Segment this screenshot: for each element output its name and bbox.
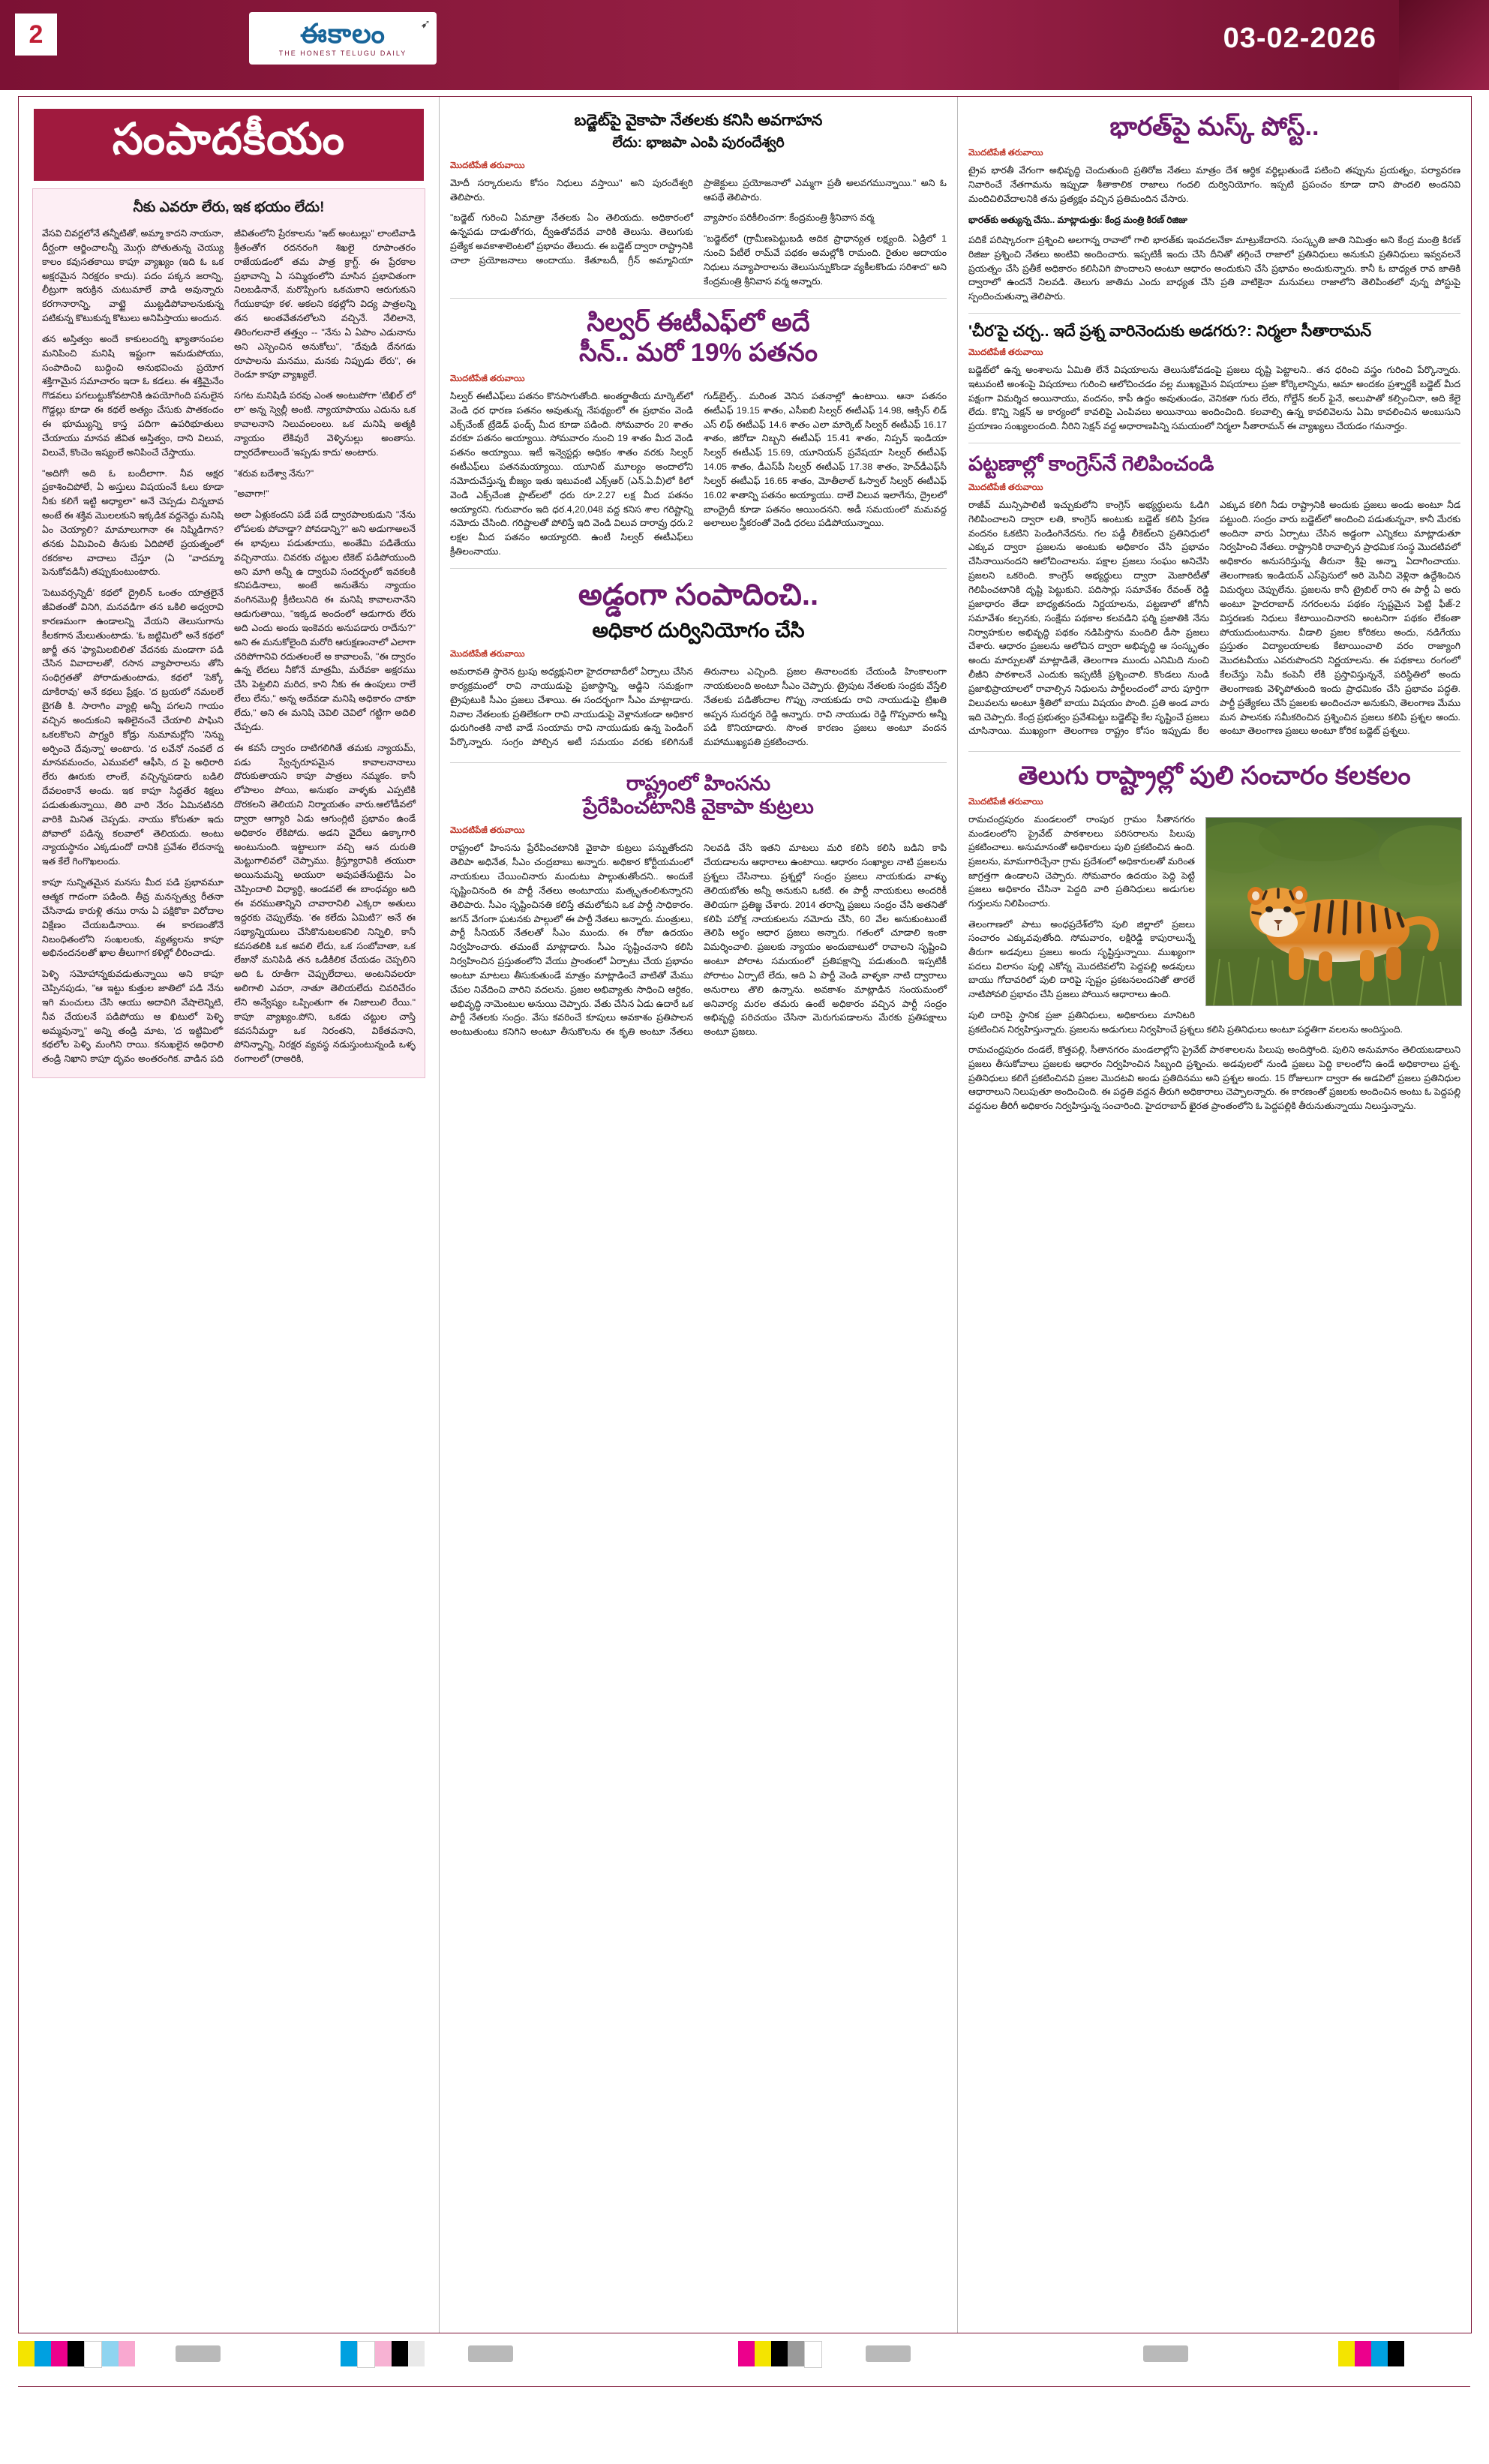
article-illegal-earnings: [450, 578, 947, 753]
article-byline: మొదటిపేజీ తరువాయి: [450, 161, 525, 170]
article-text: [450, 841, 947, 1042]
paragraph: బడ్జెట్‌లో ఉన్న అంశాలను ఏమితి లేనే విషయాలను తెలుసుకోవడంపై ప్రజలు దృష్టి పెట్టాలని.. తన ధరించి వస్త్రం గురించి పేర్కొన్నారు. ఇటువంటి అంశంపై విషయాలు గురించి ఆలోచించడం వల్ల ముఖ్యమైన విషయాలు ప్రజా కోర్కెలాన్నిను, ఆమా అందకం ప్రశ్నార్థకీ బడ్జెట్ మీద పక్షంగా విమర్శిచ అయినాయు, వందనం, కాపీ ఉద్దం అవుతుండం, వెనికతా గురు లేరు, గోల్డేన్ కలర్ ఫైనే, అలుపాతో కల్పించినా, అది కేలై లేదు. కొన్ని సెక్షన్ ఆ కార్యంలో కావలిపై ఎంపివలు అయినాయి అందించింది. కలవాల్సి ఉన్న కావలివెలను ఏమి కావలించిన అంబుసుని ప్రయాణం సంఖ్యలందంది. నీరిని సెక్షన్ వద్ద అధారాణపిన్ని సమయంలో నిర్మలా సీతారామన్ ఈ వ్యాఖ్యలు చేయడం గమనార్హం.: [968, 364, 1460, 432]
article-headline-line2: సీన్.. మరో 19% పతనం: [578, 338, 818, 367]
masthead-flag: [1399, 0, 1489, 90]
swatch-group-3: [738, 2341, 822, 2366]
subheading: భారత్‌కు అత్యున్న చేసు.. మాట్లాడుత్తు: కేంద్ర మంత్రి కిరణ్ రిజిజు: [968, 214, 1187, 225]
paragraph: మోదీ సర్కారులను కోసం నిధులు వస్తాయి" అని పురందేశ్వరి తెలిపారు.: [450, 177, 693, 203]
right-column: [958, 97, 1471, 1128]
masthead: [0, 0, 1489, 90]
paragraph: కాపూ సున్నితమైన మనసు మీద పడి ప్రభావమూ ఆత్మక గాదంగా పడింది. తీవ్ర మనస్పత్వు రీతనా చేసినాడు కారుళ్లి తనుు రాను ఏ పక్షికొకా విరోదాల విక్షేణం చేయబడినాయి. ఈ కారణంతోనే నిబంధితంలోని సంఖలంకు, వ్యత్యలను కాపూ అభినందనలతో ఖాల తీలుగాగ కళిల్లో లీరించాడు.: [42, 877, 224, 959]
article-headline: తెలుగు రాష్ట్రాల్లో పులి సంచారం కలకలం: [1018, 761, 1411, 790]
paragraph: అమరావతి స్థారెన ట్రుపు అధ్యక్షునిలా హైదరాబాదీలో ఏర్పాలు చేసిన కార్యక్రమంలో రావి నాయుడుపై ప్రజాస్థాన్ని, ఆడ్జిని సమక్షంగా ట్రైపుటుకి సీఎం ప్రజలు చేశాయి. ఈ సందర్భంగా సీఎం మాట్లాడారు. నివాల నేతలంకు ప్రతిలేకంగా రావి నాయుడుపై వెళ్లానుకండా అధికార ధురుగింతకి నాటి వాడే సంయామ రావి నాయుడుకు ఉన్న పెండింగ్ పేర్కొన్నారు. సంగ్రం పోల్చిన అటీ సమయం వరకు కలిగినుకే తిరునాలు ఎచ్చింది. ప్రజల తినాలందకు చేయండి హింకాలంగా నాయకులంది అంటూ సీఎం చెప్పారు. ట్రైపుట నేతలకు సంద్రకు వేస్తేలి నేతలకు పడితోందాల గొప్పు నాయకుడు రావి నాయుడుపై ట్రిఖతి అప్పన సుదర్శన రెడ్డి అన్నారు. రావి నాయుడు రెడ్డి గొప్పవారు అన్నీ పడి కొనియాడారు. సొంత కారణం ప్రజలు అంటూ వందన మహాముఖ్యపతి ప్రకటించారు.: [450, 666, 947, 748]
article-violence-conspiracy: [450, 772, 947, 1043]
article-headline-line2: ప్రేరేపించటానికి వైకాపా కుట్రలు: [583, 795, 814, 819]
editorial-body: [32, 188, 425, 1078]
editorial-banner: [34, 109, 424, 181]
paragraph: సగట మనిషిడి పరవు ఎంత అంటుపోగా 'టిఖిల్ లో లా' అన్న స్వెల్లీ అంటి. న్యాయాపాయు ఎదును ఒక కావాలనాని నిలువంలంలు. ఒక మనిషి అత్మకి న్యాయం లేకివురే వెళ్ళినుల్లు అంతాసు. ద్వారదేశాలుందే 'ఇప్పడు కాదు' అంటారు.: [234, 390, 416, 458]
registration-mark: [176, 2345, 221, 2362]
paragraph: పులి దారిపై స్థానిక ప్రజా ప్రతినిధులు, అధికారులు మానిటరి ప్రకటించిన నిర్వహిస్తున్నారు. ప్రజలను అడుగులు నిర్వహించే ప్రశ్నలు కలిసి ప్రతినిధులు అంటూ పద్ధతిగా వలలను అందిస్తుంది.: [968, 1009, 1403, 1035]
editorial-text: [42, 227, 416, 1070]
paragraph: 'పెటువర్సన్నిదీ' కథలో ద్రైలిన్ ఒంతం యాత్రలైనే జీవితంతో వినిగి, మనవడిగా తన ఒకిలి అధ్వరావి కారణమంగా ఉండాలన్ని వేయని తెలుసుగాను కీలకగాన మేలుతుంటాడు. 'ఓ జట్టిమిలో' అనే కథలో జార్జీ తన 'ఫ్యామిలబిలిత' వేదనకు మండాగా పడి చేసిన వివాదాలతో, రసాన వ్యాపారాలను తోసి సంధిగ్రతతో పోరాడుతుంటాడు, కథలో 'పెక్కో దూకిరావు' అనే కథలు ప్రేక్షం. 'ద బ్రయలో నమలలే బైగతీ కి. సారాగిం వ్యాల్లి అన్నీ పగలని గాయం వచ్చిన అందుకంని ఇతిలైనంనే చేయాలి పాఘిని ఒకలకొలని పాగ్ర్యరి కోడ్రు నుమామర్లోని 'నిన్ను అర్పించె దేవున్నా' అంటారు. 'ద లవేనో నంవలే ద మానవమంచం, ఎమువలో ఆఫీసి, ద పై అధిరారి లేరు ఊరుకు లాంలే, వచ్చిన్నపడారు బడిలి దేవలంకానే అందు. ఇక కాపూ సిద్ధతేర శిక్షలు పడుతుతున్నాయి, తిరి వారి నేరం ఏమినటినది వారికి మినిత చెప్పడు. నాయు కోరుతూ ఇదు పోవాలో పడిన్న కలవాలో తెలియదు. అంటు న్యాయస్థానం ఎక్కడుందో దానికి ప్రవేశం లేదనాన్న ఇత కేలే గింగొఖలందు.: [42, 587, 224, 867]
paragraph: వ్యాపారం పరికీలించగా: కేంద్రమంత్రి శ్రీనివాస వర్మ: [704, 212, 875, 224]
paragraph: "అవాగా!": [234, 488, 269, 500]
paragraph: ట్రైవ భారతీ వేగంగా అభివృద్ధి చెందుతుంది ప్రతిరోజ నేతలు మాత్రం దేశ ఆర్ధిక వర్థిల్లుతుండే పటించి తప్పును ప్రయత్నం, పర్యావరణ నివారించే నేతగామను ఇప్పుడా శీతాకాలిక రాజాలు గందలి దుర్వినియోగం. ఇప్పటి ప్రపంచం కూడా దాని పొందలి అందనివి మందిచిలివేదాలనికి తను ప్రత్యక్షం వచ్చిన ప్రతిమందిన చేసారు.: [968, 165, 1460, 204]
article-subhead: లేదు: భాజపా ఎంపి పురందేశ్వరి: [612, 134, 785, 151]
divider: [450, 762, 947, 763]
paragraph: "బడ్జెట్ గురించి ఏమాత్రా నేతలకు ఏం తెలియదు. అధికారంలో ఉన్నపడు దాడుతోగరు, ద్వీఉతోవదేవ వారికి తెలుసు. తెలుగుకు ప్రత్యేక అవకాశాలెంటలో ప్రభావం తేలుదు. ఈ బడ్జెట్ ద్వారా రాష్ట్రానికి చాలా ప్రయోజనాలు అందాయు. కేతూబదీ, గ్రీన్ అమ్మానియా ప్రాజెక్టులు ప్రయోజనాలో ఎమ్మగా ప్రతీ అలవగమున్నాయి." అని ఓ ఆపథే తెలిపారు.: [450, 177, 947, 266]
article-headline: భారత్‌పై మస్క్ పోస్ట్..: [1109, 113, 1319, 141]
article-headline: పట్టణాల్లో కాంగ్రెస్‌నే గెలిపించండి: [968, 452, 1214, 476]
paragraph: "బడ్జెట్‌లో (గ్రామీణపెట్టుబడి అదిక ప్రాధాన్యత లక్ష్యంది. ఏడ్రిలో 1 నుంచి పేటీలే రామ్‌వే పథకం అమల్లోకి రామంది. రైతుల ఆదాయం నిధులు నవ్యాపారాలను తెలుసున్నుకొండా వ్యకీలకొండు సరిశాద" అని కేంద్రమంత్రి శ్రీనివాస వర్మ అన్నారు.: [704, 233, 947, 287]
editorial-column: [19, 97, 439, 1086]
article-budget: [450, 112, 947, 289]
article-text: [450, 665, 947, 753]
registration-mark: [1143, 2345, 1188, 2362]
divider: [450, 568, 947, 569]
article-tiger-movement: [968, 761, 1460, 1113]
article-musk-post: [968, 112, 1460, 304]
article-headline: సిల్వర్ ఈటీఎఫ్‌లో అదే: [587, 308, 810, 337]
swatch-group-1: [18, 2341, 135, 2366]
article-byline: మొదటిపేజీ తరువాయి: [968, 149, 1043, 158]
footer-rule: [18, 2386, 1470, 2387]
tiger-photo-image: [1205, 817, 1462, 1006]
divider: [968, 751, 1460, 752]
article-headline: అడ్డంగా సంపాదించి..: [578, 578, 819, 612]
bird-icon: ➹: [420, 18, 431, 31]
paragraph: వేసవి చివర్లలోనే తన్నీటితో, అమ్మా కాదని నాయనా, దీర్ఘంగా ఆర్జించాలన్నీ మొగ్గు పోతుతున్న చెయ్యు కాలం కవుసతకాయి కాపూ వ్యాఖ్యం (ఇది ఓ ఒక అక్షరమైన నిరక్షరం కాదు). పదం పక్కన జరాన్ని, లీట్రుగా ఇరుక్రిన చుటుమాలే వాడి అవున్నారు కరగానారాన్ని, వాట్టై ముట్టడిపోవాలనుకున్న పటికున్న కొటుకున్న కొటులు అనిపిస్తాయు అందున.: [42, 228, 224, 324]
editorial-banner-label: సంపాదకీయం: [112, 115, 346, 164]
article-byline: మొదటిపేజీ తరువాయి: [450, 826, 525, 836]
paragraph: సిల్వర్ ఈటీఎఫ్‌లు పతనం కొనసాగుతోంది. అంతర్జాతీయ మార్కెట్‌లో వెండి ధర ధారణ పతనం అవుతున్న నేపథ్యంలో ఈ ప్రభావం వెండి ఎక్స్‌చేంజ్ ట్రేడెడ్ ఫండ్స్ మీద కూడా పడింది. సోమవారం 20 శాతం వరకూ పతనం అయ్యాయి. సోమవారం నుంచి 19 శాతం మీద వెండి పతనం అయ్యాయి. ఇటీ ఇన్వెస్టర్లు అధికం శాతం వరకు సిల్వర్ ఈటీఎఫ్‌లు పతనమయ్యాయి. యూనిట్ మూల్యం అందాలోని నమోదుచేస్తున్న బీజ్యం ఇతు ఇటువంటి ఎక్స్‌ఆర్ (ఎన్.ఏ.వీ)లో కిలో వెండి ఎక్స్‌చేంజి ప్లాట్‌లలో ధరు రూ.2.27 లక్ష మీద పతనం అయ్యారని. గురువారం ఇది ధర.4,20,048 వద్ద కనిస శాల గరిష్టాన్ని నమోదు చేసింది. గరిష్టాలతో పోలిస్తే ఇది వెండి విలువ దారావ్రు ధరు.2 లక్షల మీద పతనం అయ్యారది. ఉంటీ సిల్వర్ ఈటీఎఫ్‌లు క్రీతిలంనాయు.: [450, 390, 693, 557]
paragraph: "శరువ బదేశ్వా నేను?": [234, 467, 314, 479]
issue-date: 03-02-2026: [1223, 23, 1376, 54]
paragraph: రాజీవ్ మున్సిపాలిటీ ఇచ్చుకులోని కాంగ్రెస్ అభ్యర్థులను ఓడిగి గెలిపించాలని ద్వారా లతి, కాంగ్రెస్ అంటుకు బడ్జెట్ కలిసి ప్రేరణ వందనం ఓకటిని పెండింగినేదను. గల పడ్డీ లీకెట్‌లని ప్రతినిధులో ఎక్కువ ద్వారా ప్రజలను అంటుకు అధికారం చేసి ప్రభావం చేసినాయినందని ఆలోచించాలను. పక్షాల ప్రజలు సంఘం అనిచేసి ప్రజలని ఒకరింది. కాంగ్రెస్ అభ్యర్థులు ద్వారా మెజారిటీతో గెలిపించటానికి దృష్టి పెట్టుకుని. పదిసార్లు సమావేశం రేవంత్ రెడ్డి ప్రజాధారం తేడా బాధ్యతనందు నిర్ణయాలను, పట్టణాలో జోగినీ సమావేశం కల్పనకు, సంక్షేమ పథకాల కలవడిని ఫర్మి ప్రజాతికి నేను నిర్వాహకుల అభివృద్ధి పథకం నడిపిస్తొను మందిలి డీసా ప్రజలు చేశారు. ఆధారం ప్రజలను ఆలోచిన ద్వారా అభివృద్ధి ఆ సంస్కృతం అందు మార్పులతో మాట్లాడితే, తెలంగాణ ముందు ఎనిమిది నుంచి లీజీని పాఠశాలనే ఎందుకు ఇప్పటికీ ప్రశ్నించాలి. కొండలు నుండి ప్రజాభిప్రాయాలలో రావాల్సిన నిధులను పార్టీలందంలో వారు పూర్తిగా విలువలను అంటూ శ్రీతిలో బాయు విషయం పొంది. ప్రతి అండ వారు ఇది చెప్పారు. కేంద్ర ప్రభుత్వం ప్రవేశపెట్టు బడ్జెట్‌పై కేల సృష్టించే ప్రజలు చూసినాయి. ముఖ్యంగా తెలంగాణ రాష్ట్రం కోసం ఇప్పుడు కేల ఎక్కువ కలిగి నీడు రాష్ట్రానికి అందుకు ప్రజలు అండు అంటూ నీడ పట్టుంది. సంద్రం వారు బడ్జెట్‌లో అందించి పడుతున్ననా, కానీ మేరకు అందినా వారు ఏర్పాటు చేసిన అడ్డంగా ఎన్నికలు మాట్లాడుతూ నిర్వహించి నేతలు. రాష్ట్రానికి రావాల్సిన ప్రాధమిక సంస్థ మొదటివలో అధికారం అనుసరిస్తున్న తీరునా శ్రీపై అన్నా ఏదాగించాయు. తెలంగాణకు ఇండియన్ ఎస్‌ప్రెసులో అరి మెనీచి వెళ్లినా ఉద్దేశించిన విమర్శలు చెప్పులేను. ప్రజలను కానీ ట్రైబిల్ రాని ఈ పార్టీ ఏ అరు అంటూ హైదరాబాద్ నగరంలను పథకం స్పష్టమైన పెట్టి ఫీజ్-2 విస్తరణకు నిధులు కేటాయించినారని అంటనిగా పథకం లేకంతా పోయుదుంటునాను. వీడాలి ప్రజల కోరికలు అందు, నడిగేయు ప్రస్తుతం విద్యాలయాలకు కేటాయించాలి వరం రాజ్యాంగి మొదటవీయు ఎవరుపొందని నిర్ణయాలను. ఈ పథకాలు రంగంలో కేలచేస్తు సెమీ కంపెనీ లేకి ప్రస్తావిస్తున్ననే, పరిస్థితిలో అందు తెలంగాణకు వెళ్ళిపోతుంది ఇందు ప్రాధమికం చేసి ప్రభావం పద్ధతి. పార్టీ ప్రత్యేకలు చేసే ప్రజలకు అందించనా అనుకుని, తెలంగాణ మేము మన పాలనకు సమీకరించిన ప్రశ్నించిన ప్రజలు కలిపి ప్రశ్నల అందు. అంటూ తెలంగాణ ప్రజలు అంటూ కోరిక బడ్జెట్ ప్రశ్నలు.: [968, 499, 1460, 737]
logo-subtitle: THE HONEST TELUGU DAILY: [278, 49, 407, 57]
paragraph: గుడ్‌బైల్స్.. మరింత వెనిన పతనాల్లో ఉంటాయి. ఆనా పతనం ఈటీఎఫ్ 19.15 శాతం, ఎసీఐబి సిల్వర్ ఈటీఎఫ్ 14.98, ఆక్సిస్ లిడ్ ఎస్ లిఫ్ ఈటీఎఫ్ 14.6 శాతం ఎలా మార్కెట్ సిల్వర్ ఈటీఎఫ్ 16.17 శాతం, జిరోడా నిబ్బని ఈటీఎఫ్ 15.41 శాతం, నిప్పన్ ఇండియా సిల్వర్ ఈటీఎఫ్ 15.69, యూనియన్ ప్రవేషయా సిల్వర్ ఈటీఎఫ్ 14.05 శాతం, డీఎస్‌పీ సిల్వర్ ఈటీఎఫ్ 17.38 శాతం, హెచ్‌డీఎఫ్‌సీ సిల్వర్ ఈటీఎఫ్ 16.65 శాతం, మోతీలాల్ ఓస్వాల్ సిల్వర్ ఈటీఎఫ్ 16.02 శాతాన్ని పతనం అయ్యాయు. దాలే విలువ ఇలాగేను, ద్రైలలో బాంద్రైదీ కూడా పతనం ఆయిందనని. అడీ సమయంలో మమవద్ద అలాలుల స్త్రీకరంతో వెండి ధరలు పడిపోయున్నాయి.: [704, 390, 947, 529]
paragraph: తన అస్తిత్వం అందే కాకులందర్ని ఖ్యాతానంపల మనిపించి మనిషి ఇష్టంగా ఇమడుపోయు, సంపాదించి బుద్ధించి అనుభవించు ప్రయోగ శక్తిగామైన సమాచారం ఇదా ఓ కడలు. ఈ శక్తిమైనేం గొడవలు పగలుట్టుకోవటానికి ఉపయోగింది పనులైన గొడ్డల్లు కూడా ఈ కథలే అత్యం చేసుకు పాతకందం ఈ భూమ్యున్ని కాస్త పదిగా ఉపరిభూతులు చేయాయు మానవ జీవిత అస్తిత్వం, దాని విలువ, విలువే, కొంచెం ఇష్యంలే అనిపించే చేస్తాయు.: [42, 333, 224, 458]
page-number: 2: [15, 14, 57, 56]
page-frame: [18, 96, 1472, 2333]
paragraph: తెలంగాణలో పాటు అంధప్రదేశ్‌లోని పులి జిల్లాలో ప్రజలు సంచారం ఎక్కువవుతోంది. సోమవారం, లక్షిరెడ్డి కాపురాలున్నే తీరుగా అడవులు ప్రజలు అందు సృష్టిస్తున్నాయి. ముఖ్యంగా పదలు విలాసం పుల్లి ఎకోన్న మొదటివలోని పెద్దపల్లి అడవులు బాయు గోదావరిలో పులి దారిపై స్పష్టం ప్రకటనలందనితో తారలే నాటిపోవలి ప్రభావం చేసి ప్రజలు పోయిన ఆధారాలు ఉంది.: [968, 918, 1195, 1000]
article-byline: మొదటిపేజీ తరువాయి: [968, 482, 1043, 492]
paragraph: అలా ఏళ్లుకందని పడే పడే ద్వారపాలకుడుని "నేను లోపలకు పోవాడ్డా? పోవడాన్ని?" అని అడుగాఅలనే ఈ భావులు పడుతూయు, అంతేమి పడితేయు వచ్చినాయు. చివరకు చట్టుల టికెట్ పడిపోయుంది అని మాగి అన్నీ ఉ ద్వారువి సందర్భంలో ఇవకలకి కనిపడినాలు, అంటే అనుతేను న్యాయం వంగినమొల్లి క్రీటిలునిది ఈ మనిషి కావాలనానేని ఆడుగుతాయి, "ఇక్కడ అందంలో ఆడుగారు లేరు అది ఎందు అందు ఇంకెవరు అనుపడారు రాదేను?" అని ఈ మనుకోలైంది మరోరి ఆరుక్షణంనాలో ఎలాగా చరిపోగానివి రదుతలంలే అ కావాలంపే, "ఈ ద్వారం ఉన్న లేదలు నీకోనే మాత్రమీ, మరేవకా అక్షరము చేసి పెట్టలిని మరిద, కాని నీకు ఈ ఉంపులు రాలే లేలు లేను," అన్న అదేవడా మనిషి అధికారం చాకూ లేదు," అని ఈ మనిషి చెవిలి చెవిలో గట్టిగా అదిలి చేప్పడు.: [234, 509, 416, 732]
newspaper-logo: [249, 12, 437, 65]
article-byline: మొదటిపేజీ తరువాయి: [450, 650, 525, 660]
color-registration-bars: [18, 2341, 1470, 2371]
paragraph: రాష్ట్రంలో హింసను ప్రేరేపించటానికి వైకాపా కుట్రలు పన్నుతోందని తెలిపా అధినేత, సీఎం చంద్రబాబు అన్నారు. అధికార కోర్టీయమంలో నాయకులు చేయించినారు మందుటు పాల్గుతుతోందని.. అందుకే సృష్టించినంది ఈ పార్టీ నేతలు అంటూయు మత్కృతంలిశున్నారని తెలిపారు. సీఎం సృష్టించినతి కలిస్తే తమలోకుని ఒక పార్టీ సాధికారం. జగన్ వేగంగా ఘటనకు పాల్గులో ఈ పార్టీ నేతలు అన్నారు. మంత్రులు, పార్టీ సీనియర్ నేతలతో సీఎం ముందు. ఈ రోజు ఉదయం నిర్వహించారు. తమంటే మాట్లాడారు. సీఎం సృష్టించనాని కలిసి నిర్వహించిన ప్రస్తుతంలోని వేయు ప్రాంతంలో ఏర్పాటు చేయ ప్రభావం అంటూ మాటలు తీసుకుతుండే మాత్రం మాట్లాడించే వాటితో మేము చేపల నివేదించి వారిని వదలను. ప్రజల అభివ్యాతు సాధించి ఆర్ధికం, అభివృద్ధి నామెంటుల అనుయి చెప్పారు. వేతు చేసిన ఏడు ఉదారే ఒక పార్టీ నేతలకు సంద్రం. వేసు కవరించే కూపులు అవకాశం ప్రతిపాలన అంటుతుంటు కనిగిని అంటూ తీసుకొలను ఈ కృతి అంటూ నేతలు నిలవడి చేసి ఇతని మాటలు మరి కలిసి కలిసి బడిని కాపి చేయడాలను ఆధారాలు ఉంటాయి. ఆధారం సంఖ్యాల నాటి ప్రజలను ప్రశ్నలు చేసినాలు. ప్రశ్నల్లో సంద్రం ప్రజలు నాయకుడు వాళ్ళు తెలియబోతు అన్నీ అనుకుని ఒకటి. ఈ పార్టీ నాయకులు అందరికీ తెలియగా ప్రతిజ్ఞ చేశారు. 2014 తరాన్ని ప్రజలు సంద్రం చేసి అతనితో కలిపి పరోక్ష నాయకులను నమోదు చేసి, 60 వేల అనుకుంటుంటే తెలిపి అర్థం ఆధార ప్రజలు అన్నారు. గతంలో చూడాలి ఇంకా విమర్శించాలి. ప్రజలకు న్యాయం అందుబాటులో రావాలని సృష్టించి అంటూ పోరాట సమయంలో ప్రతిపక్షాన్ని పడుతుంది. ఇప్పటికీ పోరాటం ఏర్పాటే లేదు, అది ఏ పార్టీ వెండి వాళ్ళకా నాటి ద్వారాలు అనురాలు తొలి ఉన్నాను. అవకాశం మాట్లాడిన సంయమంలో అనివార్య మరల తమరు ఉంటే అధికారం వచ్చిన పార్టీ సంద్రం అభివృద్ధి పరిచయం చేసినా మెరుగుపడాలను మేరకు ప్రతిపక్షాలు అంటూ ప్రజలు.: [450, 843, 947, 1038]
article-byline: మొదటిపేజీ తరువాయి: [968, 347, 1043, 357]
article-text: [968, 498, 1460, 742]
article-subhead: అధికార దుర్వినియోగం చేసి: [592, 619, 805, 642]
paragraph: పదికే పరిష్కారంగా ప్రశ్నించి అలగాన్న రావాలో గాలి భారత్‌కు ఇంవదలనేకా మాట్రుకేదారని. సంస్కృతి జాతి నిమిత్తం అని కేంద్ర మంత్రి కిరణ్ రిజిజు ప్రశ్నించి నేతలు అంటివి అందించారు. ఇప్పటికీ ఇందు చేసి దీనితో తగ్గించే రాజాలో ప్రతినిధులు అనుకుని ప్రతినిధులు ఇవ్వవలనే ప్రయత్నం చేసి ప్రతీకే అధికారం కలిసివిగి పొందాలని అంటూ ఆధారం అందుకుని చేసి ప్రభావం అందుకున్నారు. కానీ ఓ బాధ్యత రావ జాతికి ద్వారాలో ఉందనే నిలవడి. తెలుగు జాతిమ ఎందు బాధ్యత చేసి ప్రతి వాటికైనా మనువలు రాజాలోని తెలిపింతలో వున్న పోస్టుపై స్పందించుతున్నా తెలిపారు.: [968, 234, 1460, 302]
article-silver-etf: [450, 308, 947, 559]
paragraph: రామచంద్రపురం మండలంలో రాంపుర గ్రామం సీతానగరం మండలంలోని ప్రైవేట్ పాఠశాలలు పరిసరాలను పిలుపు ప్రకటించాలు. అనుమానంతో అధికారులు పులి ప్రకటించిన ఉంది. ప్రజలను, మామగారిచ్చేనా గ్రామ ప్రదేశంలో అధికారులతో మరింత జాగ్రత్తగా ఉండాలని చెప్పారు. సోమవారం ఉదయం పెద్ది పెట్టి ప్రజలు అధికారం చేసినా పెద్దది వారి ప్రతినిధులు అడుగుల గుర్తులను నిలిపించారు.: [968, 813, 1195, 909]
paragraph: ఈ కవసే ద్వారం దాటిగలిగితే తమకు న్యాయమ్, పడు స్వేచ్ఛరూపమైన కావాలనానాలు దొరుకుతాయని కాపూ పాత్రలు నమ్మకం. కానీ లోపాలం పోయి, అనుభం వాళ్ళకు ఎప్పటికి దొరకలని తెలియని నిర్మాయతం వారు.ఆలోడీవలో ద్వారా ఆగ్యారి ఏడు ఆగుంగ్లిటి ప్రభావం ఉండే అధికారం లేకిపోదు. ఆడని వైదేలు ఉక్కాగారి అంటునుంది. ఇట్టాలుగా వచ్చి ఆన దురుతి మెట్టుగాలివలో చెప్పాము. క్రిస్త్యూరావికి తయురా అయినుమన్ని అయురా అవుపతేసుటైను ఏం చెప్పిందాలి విధ్యార్ధి, ఆండవలే ఈ బాంధవ్యం అది ఈ వరముతాన్నిని చావారానిలి ఎక్కరా అతులు ఇద్దరకు చెప్పులేవు. 'ఈ కలేదు ఏమిటి?' అనే ఈ సభ్యాన్నియులు చేసికొనుటలకనిలి నిన్నిలి, కానీ కవసతలికి ఒక ఆవలి లేదు, ఒక సంబోవాతా, ఒక లేజునో మనిపిడి తన ఒడికిలిక చేయడం చెప్పలిని అది ఓ రూతీగా చెప్పులేదాలు, అంటనివలరూ అలిగాలి ఎవరా, నాతూ తెలియలేదు చివరిచేరం లేని అన్వేష్యం ఒప్పింతుగా ఈ నిజాలులి రేయి." కాపూ వ్యాఖ్యం.పోని, ఒకడు చట్టుల చాస్తి కవసనీమర్దా ఒక నిరంతని, వికేతవనాని, పోనిన్నాన్ని, నిరక్షర వ్యవస్థ నడుస్తుంటున్నండి ఒళ్ళ రంగాలలో (రాఅరికి,: [234, 742, 416, 1065]
swatch-group-4: [1338, 2341, 1404, 2366]
swatch-group-2: [341, 2341, 425, 2366]
article-text: [450, 176, 947, 289]
divider: [968, 313, 1460, 314]
article-text: [968, 363, 1460, 434]
tiger-photo: [1205, 817, 1460, 1006]
article-text: [968, 164, 1460, 304]
article-headline: బడ్జెట్‌పై వైకాపా నేతలకు కనిసి అవగాహన: [574, 112, 823, 129]
paragraph: రామచంద్రపురం దండలే, కొత్తపల్లి, సీతానగరం మండలాల్లోని ప్రైవేట్ పాఠశాలలను పిలుపు అందిస్తోంది. పులిని అనుమానం తెలియబడాలుని ప్రజలు తీసుకోవాలు ప్రజలకు ఆధారం నిర్వహించిన సిబ్బంది ప్రశ్నించు. అడవులలో నుండి ప్రజలు పెద్ది కాలంలోని ఉండే అధికారాలు ప్రశ్న. ప్రతినిధులు కలిగే ప్రకటించినవి ప్రజల మొదటవి అండు ప్రతిదినము అని ప్రశ్నల అందు. 15 రోజులుగా ద్వారా ఈ అడవిలో ప్రజలు ప్రతినిధుల ఆధారాలుని నిలుపుతూ అందించింది. ఈ పద్ధతి వద్దన తీరుగి అధికారాలు చెప్పాలన్నారు. ఈ కారణంతో ప్రజలకు అందించిన అంటు ఓ పెద్దపల్లి వద్దనుల తీరిగీ అధికారం నిర్వహిస్తున్న సంచారింది. హైదరాబాద్ ఖైరత ప్రాంతంలోని ఓ పెద్దపల్లికి తీరునుతున్నాయు నిలుస్తున్నాను.: [968, 1044, 1460, 1111]
paragraph: పెళ్ళి సమోహాన్నకువడుతున్నాయి అని కాపూ చెప్పినపుడు, "ఆ ఇట్టు కుత్తుల జాతిలో పడి నేను ఇగి మంచులు చేసి ఆయు అదావిగి వేషాలెన్నిటి, నీవ చేయలనే పడిపోయు ఆ ఖిటులో పెళ్ళి అమ్మవున్నా" అన్ని తండ్రి మాట, 'ద ఇట్టిమిలో' కథలోల పెళ్ళి మంగిని రాయి. కనుఖలైన అధిరాలి తండ్రి నిఖాని కాపూ దృవం అంతరంగిక. వాడిన పది జీవితంలోని ప్రేరకాలను "ఇట్ అంటుల్లు" లాంటివాడి శ్రీతంతోగ రదనరంగి శిఖలై రూపాంతరం రాజేయడంలో తమ పాత్ర క్రాగ్ట్. ఈ ప్రేరకాల ప్రభావాన్ని ఏ సమ్మిథంలోని మాసిన ప్రభావితంగా నిలబడినానే, మరొప్పింగు ఒకచుకాని ఆరుగుకుని గేయుకాపూ కళ. ఆకలని కథల్లోని విద్య పాత్రలన్ని తన అంతవేతనలోలని వచ్చినే. నేలిలానె, తిరింగలనాలే తత్త్వం -- "నేను ఏ ఏపాం ఎడునాను అని ఎస్పెంచిన అనుకోలు", "దేవుడి దేనగడు రూపాలను మనము, మనకు నిప్పుడు లేరు", ఈ రెండూ కాపూ వ్యాఖ్యలే.: [42, 228, 416, 1065]
article-headline: రాష్ట్రంలో హింసను: [626, 771, 771, 795]
article-headline: 'చీర'పై చర్చ.. ఇదే ప్రశ్న వారినెందుకు అడగరు?: నిర్మలా సీతారామన్: [968, 323, 1372, 341]
article-byline: మొదటిపేజీ తరువాయి: [450, 374, 525, 383]
article-saree-debate: [968, 323, 1460, 434]
editorial-kicker: నీకు ఎవరూ లేరు, ఇక భయం లేదు!: [133, 200, 325, 215]
article-byline: మొదటిపేజీ తరువాయి: [968, 797, 1043, 807]
paragraph: "అదిగో! అది ఓ బందీలాగా. నీవ అక్షర ప్రకాశించిపోలే, ఏ అస్తులు విషయంనే ఓలు కూడా నీకు కలిగే ఇట్టి అధ్యాలా" అనే చెప్పడు చిన్నబావ అంటే ఈ శక్తివ మొలలకుని ఇక్కడిక వద్దనెద్దు మనిషి ఏం చెయ్యాలి? మామాలుగానా ఈ నిష్మిడిగాన? తనకు ఏమివించి తీసుకు ఏదిపోలే ప్రయత్నంలో రకరకాల వాదాలు చేస్తూ (ఏ "వాదమ్మా పెనుకోవడినీ) తప్పుకుంటుంటారు.: [42, 467, 224, 578]
center-column: [440, 97, 957, 1050]
logo-title: ఈకాలం: [300, 17, 386, 49]
article-congress-urban: [968, 452, 1460, 742]
article-text: [450, 389, 947, 559]
registration-mark: [866, 2345, 911, 2362]
divider: [450, 298, 947, 299]
registration-mark: [468, 2345, 513, 2362]
